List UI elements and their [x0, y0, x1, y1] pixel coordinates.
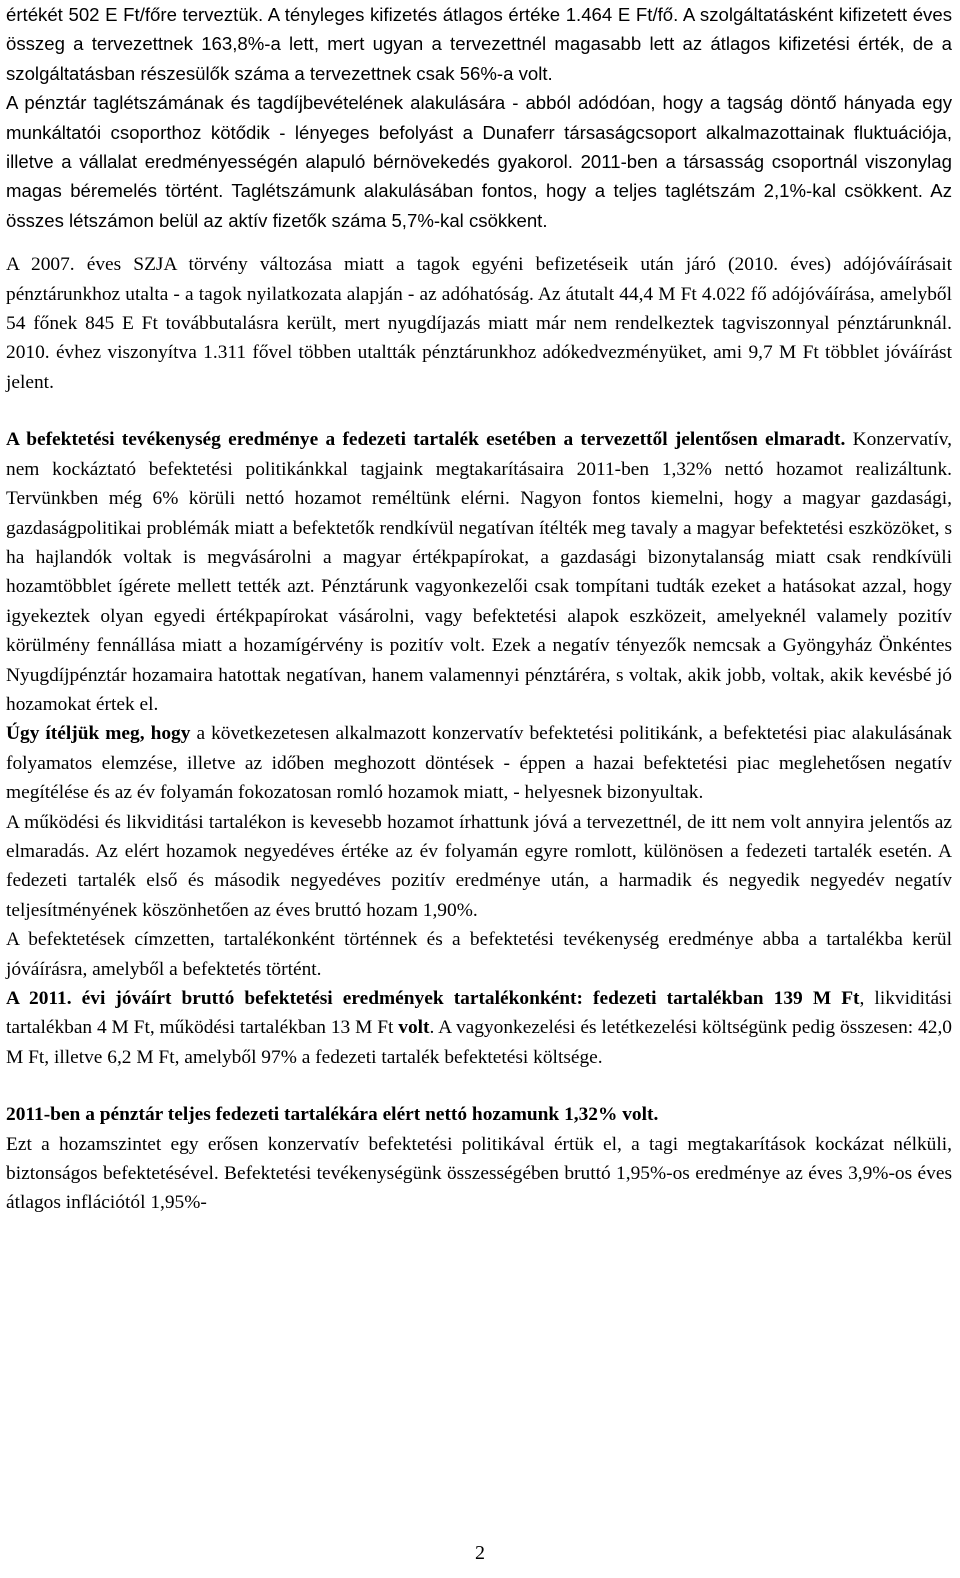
- investment-results-text: Konzervatív, nem kockáztató befektetési politikánkkal tagjaink megtakarításaira 2011-ben 1,32% nettó hozamot realizáltunk. Tervünkben még 6% körüli nettó hozamot reméltünk elérni. Nagyon fontos kiemelni, hogy a magyar gazdasági, gazdaságpolitikai problémák miatt a befektetők rendkívül negatívan ítélték meg tavaly a magyar befektetési eszközöket, s ha hajlandók voltak is megvásárolni a magyar értékpapírokat, a gazdasági bizonytalanság miatt csak rendkívüli hozamtöbblet ígérete mellett tették azt. Pénztárunk vagyonkezelői csak tompítani tudták ezeket a hatásokat azzal, hogy igyekeztek olyan egyedi értékpapírokat vásárolni, vagy befektetési alapok eszközeit, amelyeknél valamely pozitív körülmény fennállása miatt a hozamígérvény is pozitív volt. Ezek a negatív tényezők nemcsak a Gyöngyház Önkéntes Nyugdíjpénztár hozamaira hatottak negatívan, hanem valamennyi pénztáréra, s voltak, akik jobb, voltak, akik kevésbé jó hozamokat értek el.: [6, 429, 952, 715]
- gross-results-heading: A 2011. évi jóváírt bruttó befektetési eredmények tartalékonként: fedezeti tartalékban 139 M Ft: [6, 988, 860, 1009]
- gross-results-volt: volt: [398, 1017, 430, 1039]
- paragraph-investment-results: [6, 425, 952, 719]
- net-yield-heading: 2011-ben a pénztár teljes fedezeti tartalékára elért nettó hozamunk 1,32% volt.: [6, 1104, 659, 1126]
- gross-results-text-a: , likviditási tartalékban 4 M Ft, működési tartalékban 13 M Ft: [6, 988, 952, 1039]
- page-number: 2: [475, 1542, 485, 1564]
- paragraph-net-yield: [6, 1100, 952, 1129]
- paragraph-membership: A pénztár taglétszámának és tagdíjbevételének alakulására - abból adódóan, hogy a tagság döntő hányada egy munkáltatói csoporthoz kötődik - lényeges befolyást a Dunaferr társaságcsoport alkalmazottainak fluktuációja, illetve a vállalat eredményességén alapuló bérnövekedés gyakorol. 2011-ben a társasság csoportnál viszonylag magas béremelés történt. Taglétszámunk alakulásában fontos, hogy a teljes taglétszám 2,1%-kal csökkent. Az összes létszámon belül az aktív fizetők száma 5,7%-kal csökkent.: [6, 92, 952, 231]
- investment-results-heading: A befektetési tevékenység eredménye a fedezeti tartalék esetében a tervezettől jelentősen elmaradt.: [6, 429, 846, 451]
- assessment-text: a következetesen alkalmazott konzervatív befektetési politikánk, a befektetési piac alakulásának folyamatos elemzése, illetve az időben meghozott döntések - éppen a hazai befektetési piac meglehetősen negatív megítélése és az év folyamán fokozatosan romló hozamok miatt, - helyesnek bizonyultak.: [6, 723, 952, 804]
- document-page: [6, 0, 952, 1218]
- paragraph-tax-credits: A 2007. éves SZJA törvény változása miatt a tagok egyéni befizetéseik után járó (2010. éves) adójóváírásait pénztárunkhoz utalta - a tagok nyilatkozata alapján - az adóhatóság. Az átutalt 44,4 M Ft 4.022 fő adójóváírása, amelyből 54 főnek 845 E Ft továbbutalásra került, mert nyugdíjazás miatt már nem rendelkeztek tagviszonnyal pénztárunknál. 2010. évhez viszonyítva 1.311 fővel többen utaltták pénztárunkhoz adókedvezményüket, ami 9,7 M Ft többlet jóváírást jelent.: [6, 254, 952, 393]
- assessment-lead: Úgy ítéljük meg, hogy: [6, 723, 191, 745]
- paragraph-benefit-payments: értékét 502 E Ft/főre terveztük. A tényleges kifizetés átlagos értéke 1.464 E Ft/fő. A szolgáltatásként kifizetett éves összeg a tervezettnek 163,8%-a lett, mert ugyan a tervezettnél magasabb lett az átlagos kifizetési érték, de a szolgáltatásban részesülők száma a tervezettnek csak 56%-a volt.: [6, 4, 952, 84]
- paragraph-gross-results: [6, 984, 952, 1072]
- gross-results-text-b: . A vagyonkezelési és letétkezelési költségünk pedig összesen: 42,0 M Ft, illetve 6,2 M Ft, amelyből 97% a fedezeti tartalék befektetési költsége.: [6, 1017, 952, 1068]
- paragraph-allocation: A befektetések címzetten, tartalékonként történnek és a befektetési tevékenység eredménye abba a tartalékba kerül jóváírásra, amelyből a befektetés történt.: [6, 929, 952, 980]
- paragraph-assessment: [6, 719, 952, 807]
- paragraph-operating-reserves: A működési és likviditási tartalékon is kevesebb hozamot írhattunk jóvá a tervezettnél, de itt nem volt annyira jelentős az elmaradás. Az elért hozamok negyedéves értéke az év folyamán egyre romlott, különösen a fedezeti tartalék esetén. A fedezeti tartalék első és második negyedéves pozitív eredménye után, a harmadik és negyedik negyedév negatív teljesítményének köszönhetően az éves bruttó hozam 1,90%.: [6, 811, 952, 921]
- paragraph-conservative-policy: Ezt a hozamszintet egy erősen konzervatív befektetési politikával értük el, a tagi megtakarítások kockázat nélküli, biztonságos befektetésével. Befektetési tevékenységünk összességében bruttó 1,95%-os eredménye az éves 3,9%-os éves átlagos inflációtól 1,95%-: [6, 1133, 952, 1214]
